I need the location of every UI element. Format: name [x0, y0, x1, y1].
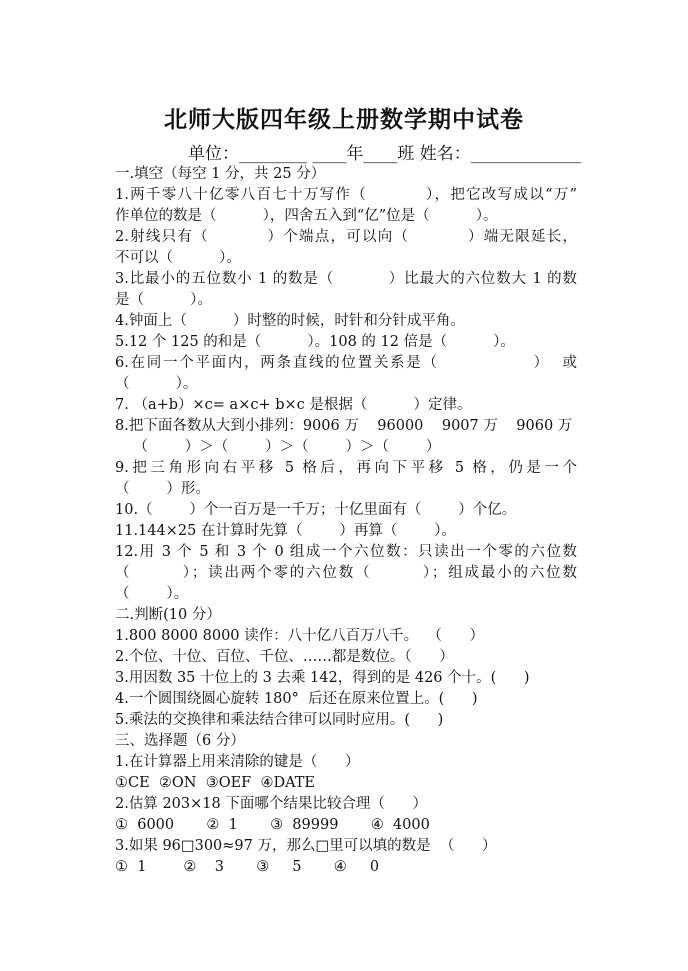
question-line: 2.估算 203×18 下面哪个结果比较合理（ ） — [115, 796, 427, 812]
question-line: 作单位的数是（ ），四舍五入到“亿”位是（ ）。 — [115, 208, 498, 224]
question-line: 9.把三角形向右平移 5 格后，再向下平移 5 格，仍是一个 — [115, 460, 577, 476]
question-line: 6.在同一个平面内，两条直线的位置关系是（ ） 或 — [115, 355, 577, 371]
option-line: ① 1 ② 3 ③ 5 ④ 0 — [115, 859, 380, 875]
question-line: 是（ ）。 — [115, 292, 212, 308]
question-line: 4.钟面上（ ）时整的时候，时针和分针成平角。 — [115, 313, 465, 329]
question-line: （ ）；读出两个零的六位数（ ）；组成最小的六位数 — [115, 565, 577, 581]
question-line: （ ）。 — [115, 586, 189, 602]
question-line: 1.在计算器上用来清除的键是（ ） — [115, 754, 360, 770]
section-heading-judge: 二.判断(10 分） — [115, 607, 221, 623]
question-line: （ ）形。 — [115, 481, 210, 497]
option-line: ①CE ②ON ③OEF ④DATE — [115, 775, 315, 791]
section-heading-fill-blank: 一.填空（每空 1 分，共 25 分） — [115, 166, 326, 182]
question-line: 5.乘法的交换律和乘法结合律可以同时应用。( ) — [115, 712, 444, 728]
question-line: 1.800 8000 8000 读作：八十亿八百万八千。 （ ） — [115, 628, 485, 644]
question-line: 2.射线只有（ ）个端点，可以向（ ）端无限延长， — [115, 229, 577, 245]
page-title: 北师大版四年级上册数学期中试卷 — [164, 106, 524, 133]
question-line: （ ）＞（ ）＞（ ）＞（ ） — [115, 439, 441, 455]
question-line: 7. （a+b）×c= a×c+ b×c 是根据（ ）定律。 — [115, 397, 472, 413]
section-heading-choice: 三、选择题（6 分） — [115, 733, 245, 749]
question-line: 10.（ ）个一百万是一千万；十亿里面有（ ）个亿。 — [115, 502, 517, 518]
option-line: ① 6000 ② 1 ③ 89999 ④ 4000 — [115, 817, 430, 833]
question-line: 不可以（ ）。 — [115, 250, 241, 266]
question-line: 3.如果 96□300≈97 万，那么□里可以填的数是 （ ） — [115, 838, 497, 854]
question-line: 8.把下面各数从大到小排列：9006 万 96000 9007 万 9060 万 — [115, 418, 573, 434]
question-line: 1.两千零八十亿零八百七十万写作（ ），把它改写成以“万” — [115, 187, 577, 203]
question-line: 3.比最小的五位数小 1 的数是（ ）比最大的六位数大 1 的数 — [115, 271, 577, 287]
question-line: 3.用因数 35 十位上的 3 去乘 142，得到的是 426 个十。( ) — [115, 670, 530, 686]
question-line: 2.个位、十位、百位、千位、……都是数位。（ ） — [115, 649, 454, 665]
question-line: 12.用 3 个 5 和 3 个 0 组成一个六位数：只读出一个零的六位数 — [115, 544, 577, 560]
question-line: 5.12 个 125 的和是（ ）。108 的 12 倍是（ ）。 — [115, 334, 515, 350]
question-line: 4.一个圆围绕圆心旋转 180° 后还在原来位置上。( ) — [115, 691, 478, 707]
question-line: （ ）。 — [115, 376, 198, 392]
exam-content — [115, 164, 577, 878]
question-line: 11.144×25 在计算时先算（ ）再算（ ）。 — [115, 523, 456, 539]
student-info-line: 单位：________ ____年____班 姓名：_____________ — [188, 144, 582, 164]
